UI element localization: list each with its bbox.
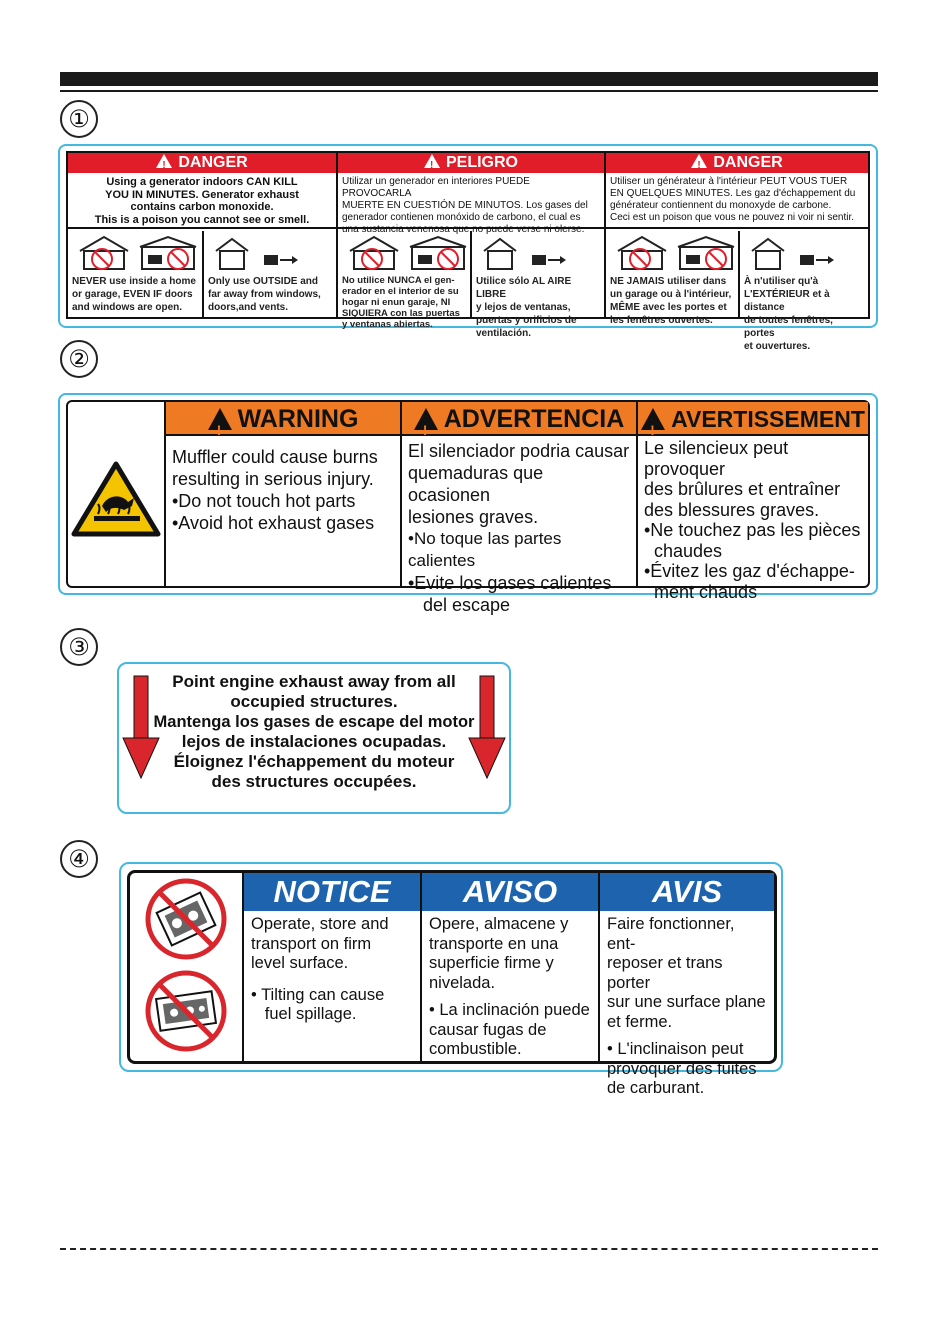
aviso-heading: AVISO [420,873,598,911]
advertencia-body: El silenciador podria causar quemaduras que ocasionen lesiones graves. •No toque las partes calientes •Evite los gases calientes del escape [400,436,636,586]
peligro-body: Utilizar un generador en interiores PUEDE PROVOCARLA MUERTE EN CUESTIÓN DE MINUTOS. Los gases del generador contienen monóxido de carbono, el cual es una sustancia venenosa que no puede verse ni olerse. [338,173,604,229]
footer-dashed-rule [60,1248,878,1250]
peligro-heading: !PELIGRO [338,153,604,173]
warning-triangle-icon [156,154,172,168]
avis-heading: AVIS [598,873,774,911]
section-number-3: ③ [60,628,98,666]
notice-heading: NOTICE [242,873,420,911]
house-prohibited-icon [346,235,402,271]
exhaust-text: Point engine exhaust away from all occupied structures. Mantenga los gases de escape del motor lejos de instalaciones ocupadas. Éloignez l'échappement du moteur des structures occupées. [153,672,475,791]
house-generator-outside-icon [748,235,838,271]
never-indoors-cell: NE JAMAIS utiliser dans un garage ou à l'intérieur, MÊME avec les portes et les fenêtres ouvertes. [606,231,740,317]
house-prohibited-icon [76,235,132,271]
danger-column-fr [606,153,868,352]
header-bar [60,72,878,86]
header-rule [60,90,878,92]
avertissement-heading: ! AVERTISSEMENT [636,402,868,436]
advertencia-heading: ! ADVERTENCIA [400,402,636,436]
outside-icons [472,231,604,275]
outside-only-cell: Utilice sólo AL AIRE LIBRE y lejos de ventanas, puertas y orificios de ventilación. [472,231,604,317]
danger-label [66,151,870,352]
no-tilting-generator-icon [130,873,242,1061]
outside-only-cell: Only use OUTSIDE and far away from windows, doors,and vents. [204,231,336,317]
house-prohibited-icon [614,235,670,271]
garage-prohibited-icon [138,235,198,271]
warning-triangle-icon [208,408,232,430]
warning-body: Muffler could cause burns resulting in serious injury. •Do not touch hot parts •Avoid hot exhaust gases [164,436,400,586]
warning-triangle-icon [414,408,438,430]
warning-heading: !WARNING [164,402,400,436]
danger-heading: !DANGER [68,153,336,173]
warning-label [66,400,870,615]
house-generator-outside-icon [480,235,570,271]
house-generator-outside-icon [212,235,302,271]
garage-prohibited-icon [408,235,468,271]
warning-triangle-icon [424,154,440,168]
no-indoor-icons [606,231,738,275]
garage-prohibited-icon [676,235,736,271]
danger-label-frame [58,144,878,352]
warning-triangle-icon [691,154,707,168]
warning-label-frame [58,393,878,615]
notice-label-frame [119,862,783,1097]
section-number-2: ② [60,340,98,378]
outside-only-cell: À n'utiliser qu'à L'EXTÉRIEUR et à distance de toutes fenêtres, portes et ouvertures. [740,231,868,317]
no-indoor-icons [338,231,470,275]
notice-label [127,870,777,1097]
danger-fr-body: Utiliser un générateur à l'intérieur PEUT VOUS TUER EN QUELQUES MINUTES. Les gaz d'échappement du générateur contiennent du monoxyde de carbone. Ceci est un poison que vous ne pouvez ni voir ni sentir. [606,173,868,229]
avis-body: Faire fonctionner, ent- reposer et trans porter sur une surface plane et ferme. • L'inclinaison peut provoquer des fuites de carburant. [598,911,774,1061]
outside-icons [740,231,868,275]
hot-surface-icon [68,402,164,586]
avertissement-body: Le silencieux peut provoquer des brûlures et entraîner des blessures graves. •Ne touchez pas les pièces chaudes •Évitez les gaz d'échappe- ment chauds [636,436,868,586]
never-indoors-cell: No utilice NUNCA el gen- erador en el interior de su hogar ni enun garaje, NI SIQUIERA con las puertas y ventanas abiertas. [338,231,472,317]
warning-triangle-icon [641,408,665,430]
danger-column-en [68,153,338,317]
no-indoor-icons [68,231,202,275]
notice-body: Operate, store and transport on firm level surface. • Tilting can cause fuel spillage. [242,911,420,1061]
aviso-body: Opere, almacene y transporte en una superficie firme y nivelada. • La inclinación puede causar fugas de combustible. [420,911,598,1061]
exhaust-label [117,662,511,814]
outside-icons [204,231,336,275]
hot-surface-pictogram [68,402,164,586]
section-number-4: ④ [60,840,98,878]
danger-column-es [338,153,606,339]
danger-body: Using a generator indoors CAN KILL YOU IN MINUTES. Generator exhaust contains carbon monoxide. This is a poison you cannot see or smell. [68,173,336,229]
section-number-1: ① [60,100,98,138]
danger-fr-heading: !DANGER [606,153,868,173]
never-indoors-cell: NEVER use inside a home or garage, EVEN IF doors and windows are open. [68,231,204,317]
tilt-pictograms [130,873,242,1061]
